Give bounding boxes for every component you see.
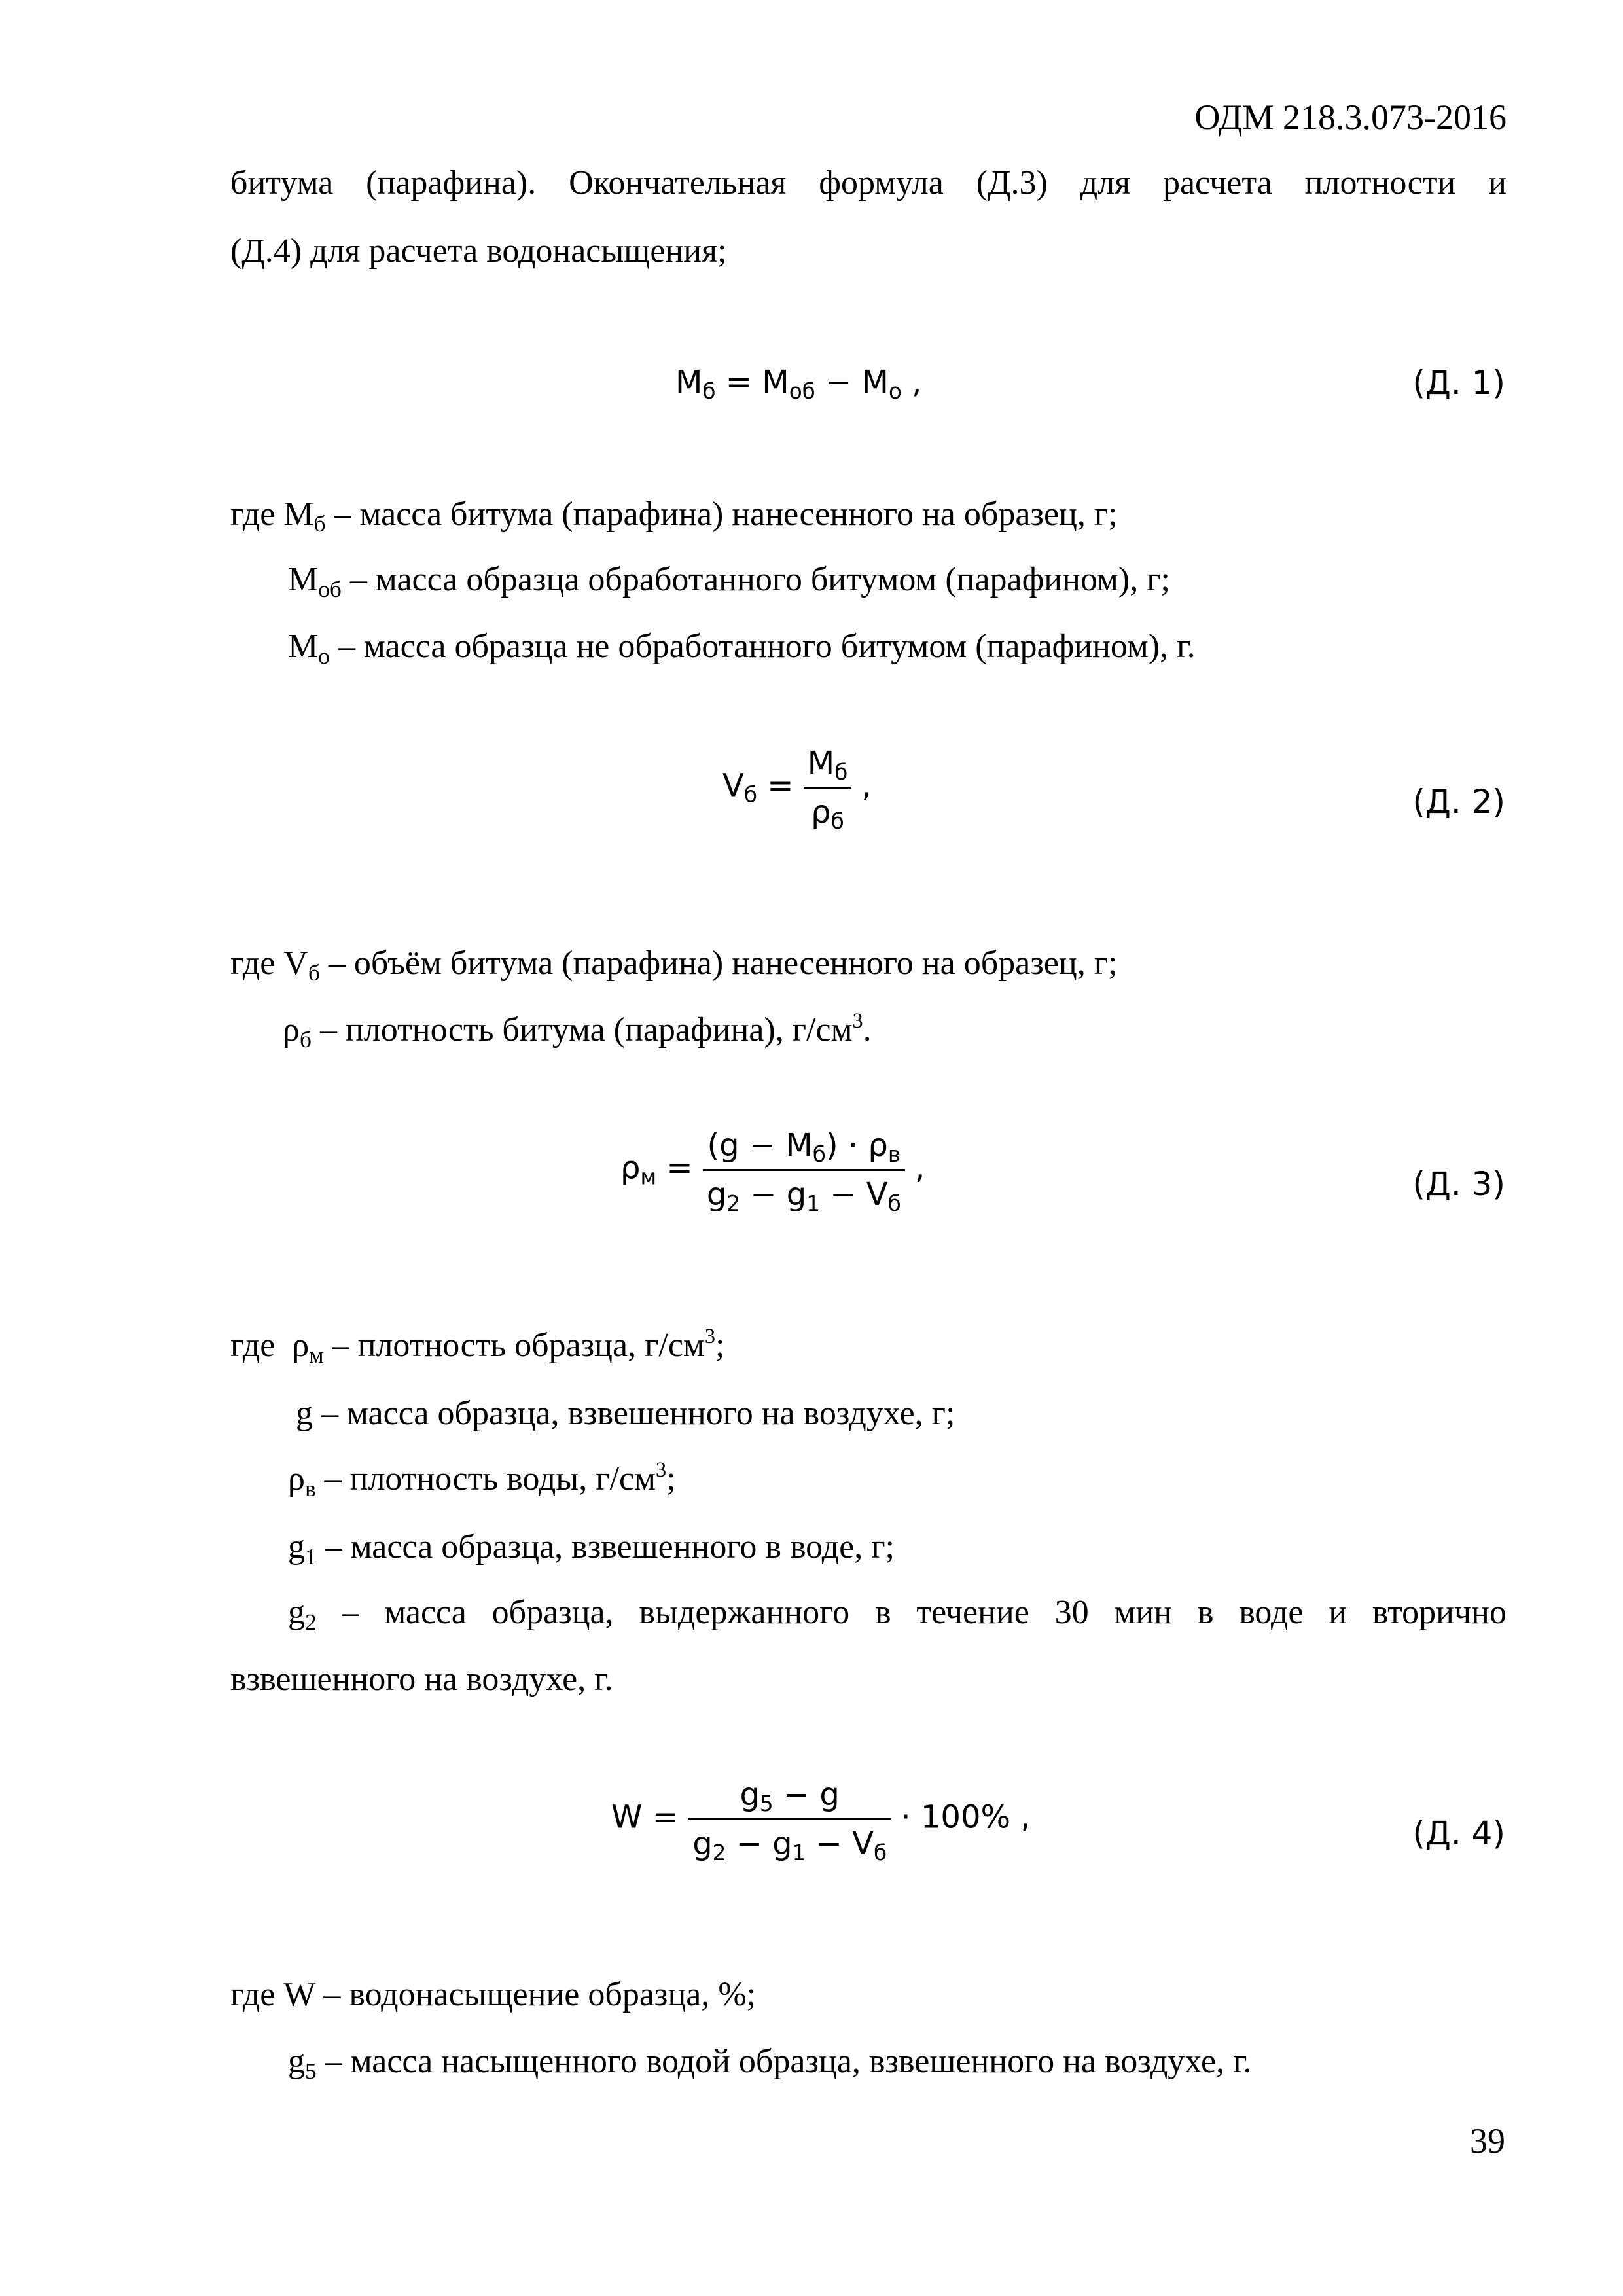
intro-line-2: (Д.4) для расчета водонасыщения; xyxy=(230,232,727,270)
formula-d3: $\rho_м$ = $\frac{(g - M_б) \cdot \rho_в}{g_2 - g_1 - V_б}$ , xyxy=(620,1127,925,1217)
legend-d2-vb: где $V_б$ – объём битума (парафина) нанесенного на образец, г; xyxy=(230,944,1118,986)
fraction-d2: $\frac{M_б}{\rho_б}$ xyxy=(804,747,852,828)
equation-number-d4: (Д. 4) xyxy=(1412,1814,1505,1852)
legend-d3-g1: $g_1$ – масса образца, взвешенного в воде, г; xyxy=(288,1528,895,1570)
legend-d1-mo: $M_о$ – масса образца не обработанного битумом (парафином), г. xyxy=(288,628,1196,669)
legend-d1-mob: $M_{об}$ – масса образца обработанного битумом (парафином), г; xyxy=(288,561,1170,602)
page-number: 39 xyxy=(1470,2121,1505,2161)
legend-d2-rhob: $\rho_б$ – плотность битума (парафина), $г/см^3$. xyxy=(283,1009,872,1052)
equation-number-d3: (Д. 3) xyxy=(1412,1165,1505,1203)
legend-d1-mb: где $M_б$ – масса битума (парафина) нанесенного на образец, г; xyxy=(230,495,1118,537)
formula-d4: W = $\frac{g_5 - g}{g_2 - g_1 - V_б}$ · 100% , xyxy=(611,1776,1031,1866)
legend-d3-rhom: где $\rho_м$ – плотность образца, $г/см^3$; xyxy=(230,1324,725,1368)
equation-number-d1: (Д. 1) xyxy=(1412,364,1505,402)
equation-number-d2: (Д. 2) xyxy=(1412,783,1505,821)
legend-d3-g2-cont: взвешенного на воздухе, г. xyxy=(230,1660,613,1698)
legend-d3-g2: $g_2$ – масса образца, выдержанного в течение 30 мин в воде и вторично xyxy=(288,1594,1507,1635)
formula-d1: $M_б = M_{об} - M_о$ , xyxy=(675,364,922,404)
legend-d3-rhov: $\rho_в$ – плотность воды, $г/см^3$; xyxy=(288,1458,676,1501)
fraction-d3: $\frac{(g - M_б) \cdot \rho_в}{g_2 - g_1 - V_б}$ xyxy=(703,1130,905,1210)
intro-line-1: битума (парафина). Окончательная формула (Д.3) для расчета плотности и xyxy=(230,164,1507,202)
fraction-d4: $\frac{g_5 - g}{g_2 - g_1 - V_б}$ xyxy=(688,1779,891,1859)
legend-d4-g5: $g_5$ – масса насыщенного водой образца, взвешенного на воздухе, г. xyxy=(288,2043,1252,2084)
document-code: ОДМ 218.3.073-2016 xyxy=(1194,98,1507,137)
legend-d4-w: где W – водонасыщение образца, %; xyxy=(230,1976,757,2013)
legend-d3-g: g – масса образца, взвешенного на воздухе, г; xyxy=(296,1395,955,1432)
formula-d2: $V_б$ = $\frac{M_б}{\rho_б}$ , xyxy=(722,745,872,834)
